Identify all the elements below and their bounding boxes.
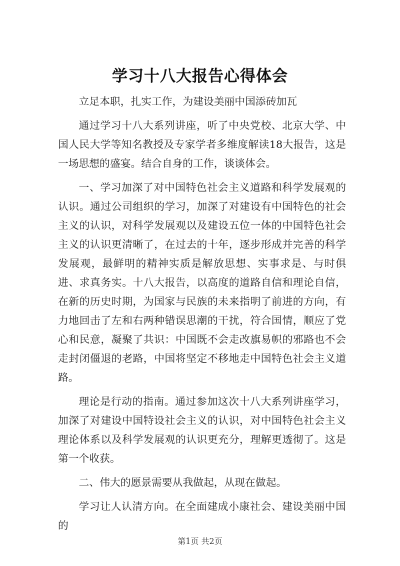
paragraph-intro: 通过学习十八大系列讲座，听了中央党校、北京大学、中国人民大学等知名教授及专家学者多维度解读18大报告，这是一场思想的盛宴。结合自身的工作，谈谈体会。: [58, 120, 346, 170]
paragraph-study: 学习让人认清方向。在全面建成小康社会、建设美丽中国的: [58, 501, 346, 532]
page-footer: 第1页 共2页: [177, 537, 223, 546]
paragraph-section-one: 一、学习加深了对中国特色社会主义道路和科学发展观的认识。通过公司组织的学习，加深了对建设有中国特色的社会主义的认识，对科学发展观以及建设五位一体的中国特色社会主义的认识更清晰了，在过去的十年，逐步形成并完善的科学发展观，最鲜明的精神实质是解放思想、实事求是、与时俱进、求真务实。十八大报告，以高度的道路自信和理论自信，在新的历史时期，为国家与民族的未来指明了前进的方向，有力地回击了左和右两种错误思潮的干扰，符合国情，顺应了党心和民意，凝聚了共识：中国既不会走改旗易帜的邪路也不会走封闭僵退的老路，中国将坚定不移地走中国特色社会主义道路。: [58, 182, 346, 384]
document-body: [58, 93, 346, 536]
paragraph-theory: 理论是行动的指南。通过参加这次十八大系列讲座学习，加深了对建设中国特设社会主义的认识，对中国特色社会主义理论体系以及科学发展观的认识更充分，理解更透彻了。这是第一个收获。: [58, 396, 346, 465]
document-title: 学习十八大报告心得体会: [111, 66, 288, 85]
paragraph-section-two-heading: 二、伟大的愿景需要从我做起，从现在做起。: [78, 477, 287, 489]
document-subtitle: 立足本职，扎实工作，为建设美丽中国添砖加瓦: [78, 96, 297, 108]
